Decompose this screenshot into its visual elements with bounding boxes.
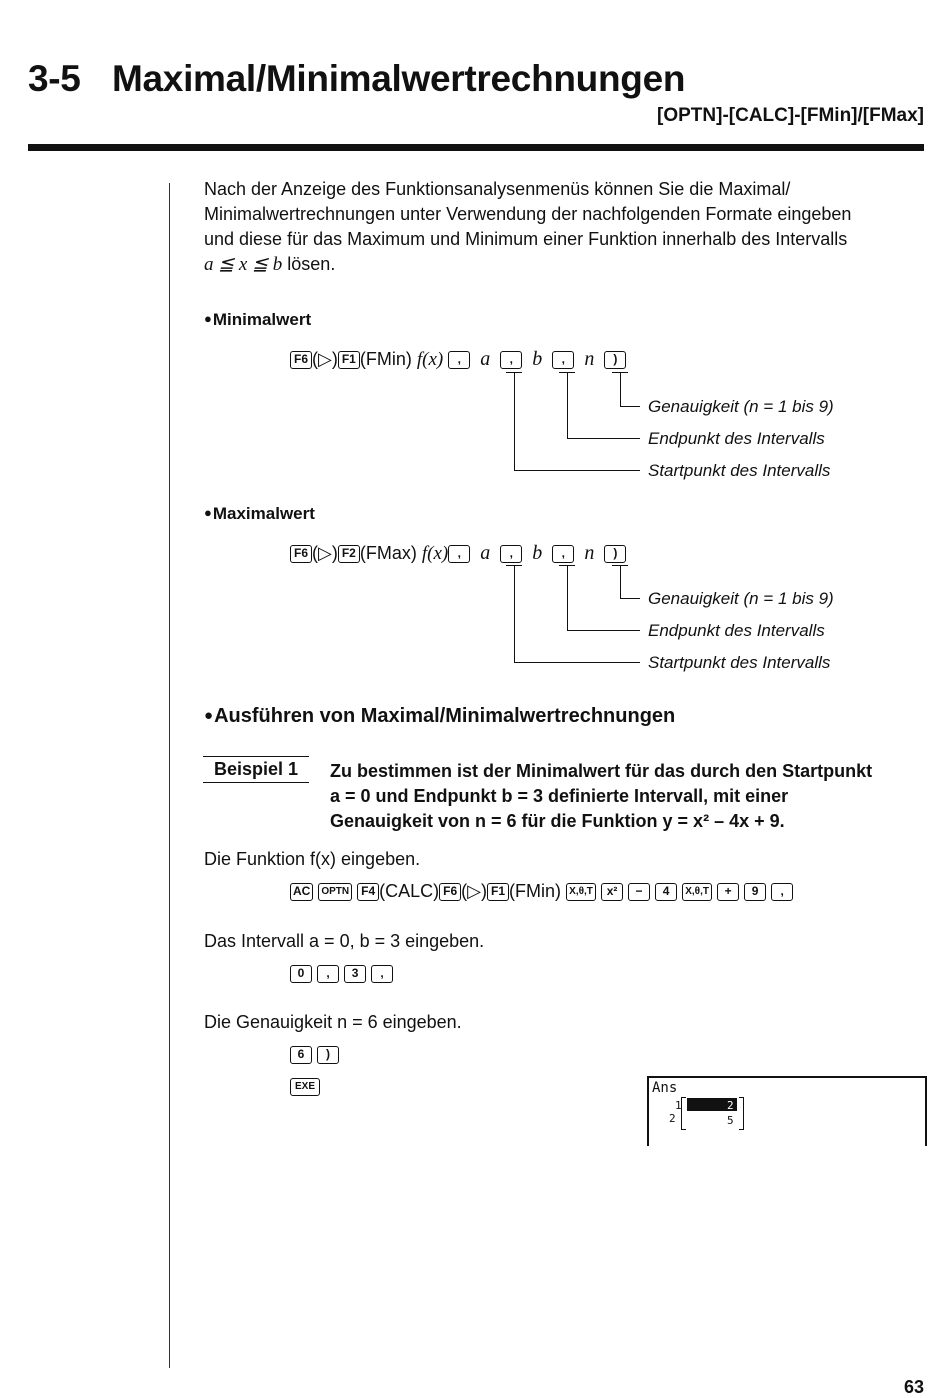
key-xtheta: X,θ,T [566,883,596,901]
var-b: b [532,348,543,370]
function-label: f(x) [421,543,449,564]
bracket-n-horizontal [620,406,640,407]
key-ac: AC [290,883,313,901]
key-right-label: (▷) [461,881,488,901]
function-label: f(x) [416,349,444,370]
key-exe: EXE [290,1078,320,1096]
key-comma: , [448,351,470,369]
bullet-icon: ● [204,707,214,724]
step1-key-sequence [290,880,793,902]
example-label: Beispiel 1 [203,756,309,783]
step4-key-sequence [290,1075,320,1097]
bullet-icon: ● [204,505,212,520]
key-comma: , [552,351,574,369]
annotation-endpoint: Endpunkt des Intervalls [648,621,825,640]
header-rule [28,144,924,151]
key-comma: , [552,545,574,563]
intro-paragraph [204,177,924,277]
key-f2: F2 [338,545,360,563]
key-close-paren: ) [604,351,626,369]
bracket-b-vertical [567,565,568,631]
calc-label: (CALC) [379,881,440,901]
bracket-a-horizontal [514,662,640,663]
key-comma: , [500,545,522,563]
margin-line [169,183,170,1368]
bracket-a-vertical [514,372,515,471]
key-f1: F1 [487,883,509,901]
intro-line-4 [204,252,924,277]
minimum-heading-text: Minimalwert [212,310,312,329]
procedure-heading [204,705,675,728]
page-number: 63 [903,1377,924,1397]
example-line-2: a = 0 und Endpunkt b = 3 definierte Intervall, mit einer [330,786,789,806]
minimum-heading [204,310,311,330]
example-line-3: Genauigkeit von n = 6 für die Funktion y = x² – 4x + 9. [330,811,785,831]
matrix-right-bracket [739,1097,744,1130]
bullet-icon: ● [204,311,212,326]
screen-row1-value: 2 [727,1099,734,1112]
key-9: 9 [744,883,766,901]
fmax-label: (FMax) [359,543,417,563]
annotation-endpoint: Endpunkt des Intervalls [648,429,825,448]
fmin-label: (FMin) [359,349,412,369]
bracket-n-horizontal [620,598,640,599]
key-6: 6 [290,1046,312,1064]
screen-ans-label: Ans [652,1080,678,1096]
bracket-b-horizontal [567,438,640,439]
key-f6: F6 [290,351,312,369]
screen-row2-index: 2 [669,1112,676,1125]
key-comma: , [448,545,470,563]
key-plus: + [717,883,739,901]
key-path: [OPTN]-[CALC]-[FMin]/[FMax] [657,105,924,126]
example-line-1: Zu bestimmen ist der Minimalwert für das durch den Startpunkt [330,761,873,781]
key-right-label: (▷) [312,349,338,369]
key-optn: OPTN [318,883,352,901]
section-title: Maximal/Minimalwertrechnungen [112,58,686,99]
var-n: n [584,542,595,564]
key-close-paren: ) [604,545,626,563]
bracket-a-vertical [514,565,515,663]
key-3: 3 [344,965,366,983]
example-text [330,759,930,834]
screen-row2-value: 5 [727,1114,734,1127]
key-f6: F6 [439,883,461,901]
bracket-n-vertical [620,565,621,599]
var-a: a [480,348,491,370]
maximum-heading [204,504,315,524]
annotation-startpoint: Startpunkt des Intervalls [648,461,831,480]
annotation-precision: Genauigkeit (n = 1 bis 9) [648,397,834,416]
intro-line-4-text: lösen. [282,254,336,274]
maximum-heading-text: Maximalwert [212,504,315,523]
key-f1: F1 [338,351,360,369]
key-comma: , [500,351,522,369]
key-comma: , [771,883,793,901]
key-0: 0 [290,965,312,983]
key-square: x² [601,883,623,901]
var-n: n [584,348,595,370]
bracket-b-horizontal [567,630,640,631]
var-b: b [532,542,543,564]
minimum-key-sequence [290,348,626,371]
maximum-key-sequence [290,542,626,565]
key-f6: F6 [290,545,312,563]
annotation-precision: Genauigkeit (n = 1 bis 9) [648,589,834,608]
intro-line-2: Minimalwertrechnungen unter Verwendung der nachfolgenden Formate eingeben [204,204,852,224]
calculator-screen [647,1076,927,1146]
bracket-b-vertical [567,372,568,439]
var-a: a [480,542,491,564]
annotation-startpoint: Startpunkt des Intervalls [648,653,831,672]
screen-row1-index: 1 [675,1099,682,1112]
step2-text: Das Intervall a = 0, b = 3 eingeben. [204,931,485,951]
step3-key-sequence [290,1043,339,1065]
bracket-n-vertical [620,372,621,407]
key-4: 4 [655,883,677,901]
key-xtheta: X,θ,T [682,883,712,901]
key-comma: , [371,965,393,983]
key-minus: − [628,883,650,901]
matrix-left-bracket [681,1097,686,1130]
intro-line-3: und diese für das Maximum und Minimum einer Funktion innerhalb des Intervalls [204,229,848,249]
page-title [28,58,685,100]
step3-text: Die Genauigkeit n = 6 eingeben. [204,1012,462,1032]
key-close-paren: ) [317,1046,339,1064]
interval-math: a ≦ x ≦ b [204,254,283,275]
step2-key-sequence [290,962,393,984]
procedure-heading-text: Ausführen von Maximal/Minimalwertrechnungen [214,705,676,727]
key-right-label: (▷) [312,543,338,563]
step1-text: Die Funktion f(x) eingeben. [204,849,421,869]
fmin-label: (FMin) [509,881,562,901]
intro-line-1: Nach der Anzeige des Funktionsanalysenmenüs können Sie die Maximal/ [204,179,791,199]
section-number: 3-5 [28,58,81,99]
key-f4: F4 [357,883,379,901]
bracket-a-horizontal [514,470,640,471]
key-comma: , [317,965,339,983]
